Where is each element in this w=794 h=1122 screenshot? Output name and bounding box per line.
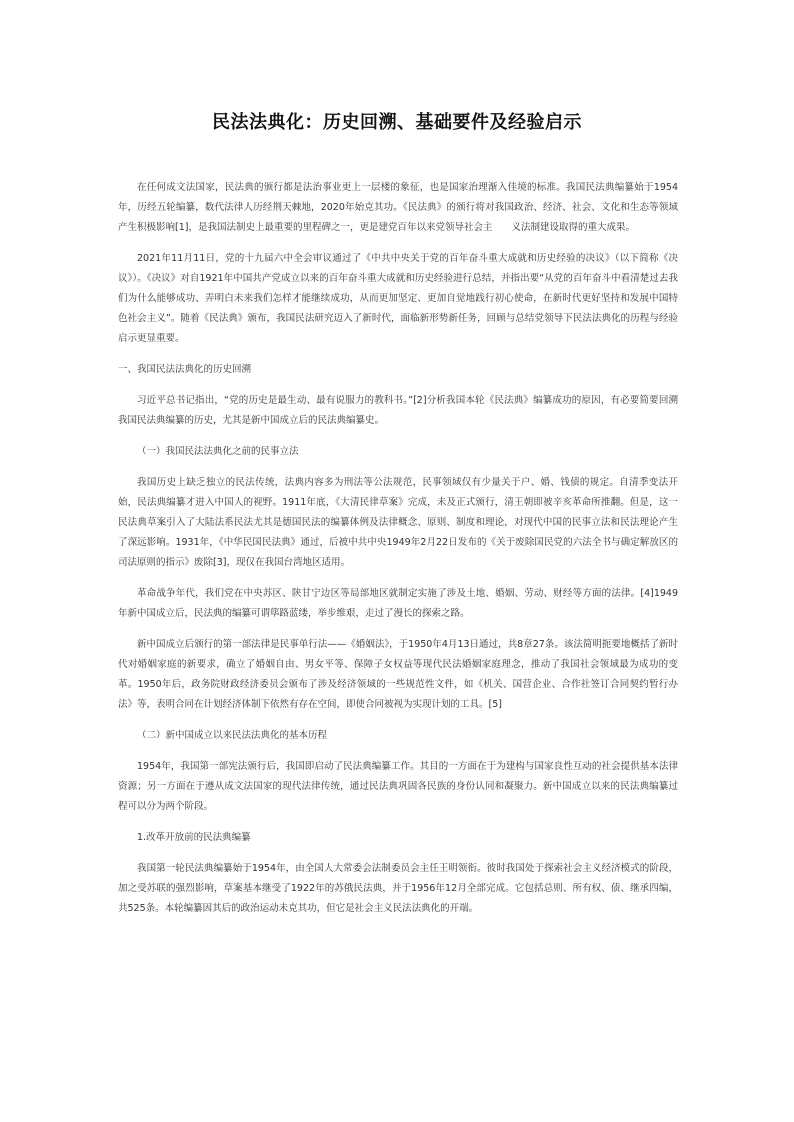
subsection-heading: 1.改革开放前的民法典编纂 xyxy=(137,832,251,843)
paragraph: 新中国成立后颁行的第一部法律是民事单行法——《婚姻法》，于1950年4月13日通过，共8章27条。该法简明扼要地概括了新时代对婚姻家庭的新要求，确立了婚姻自由、男女平等、保障子女权益等现代民法婚姻家庭理念，推动了我国社会领域最为成功的变革。1950年后，政务院财政经济委员会颁布了涉及经济领域的一些规范性文件，如《机关、国营企业、合作社签订合同契约暂行办法》等，表明合同在计划经济体制下依然有存在空间，即使合同被视为实现计划的工具。[5] xyxy=(118,639,678,710)
section-heading: 一、我国民法法典化的历史回溯 xyxy=(118,364,252,375)
page-title: 民法法典化：历史回溯、基础要件及经验启示 xyxy=(212,112,582,133)
paragraph: 1954年，我国第一部宪法颁行后，我国即启动了民法典编纂工作。其目的一方面在于为建构与国家良性互动的社会提供基本法律资源；另一方面在于遵从成文法国家的现代法律传统，通过民法典巩固各民族的身份认同和凝聚力。新中国成立以来的民法典编纂过程可以分为两个阶段。 xyxy=(118,761,678,812)
paragraph: 我国历史上缺乏独立的民法传统，法典内容多为刑法等公法规范，民事领域仅有少量关于户、婚、钱债的规定。自清季变法开始，民法典编纂才进入中国人的视野。1911年底，《大清民律草案》完成，未及正式颁行，清王朝即被辛亥革命所推翻。但是，这一民法典草案引入了大陆法系民法尤其是德国民法的编纂体例及法律概念、原则、制度和理论，对现代中国的民事立法和民法理论产生了深远影响。1931年，《中华民国民法典》通过，后被中共中央1949年2月22日发布的《关于废除国民党的六法全书与确定解放区的司法原则的指示》废除[3]，现仅在我国台湾地区适用。 xyxy=(118,477,678,568)
paragraph: 2021年11月11日，党的十九届六中全会审议通过了《中共中央关于党的百年奋斗重大成就和历史经验的决议》（以下简称《决议》）。《决议》对自1921年中国共产党成立以来的百年奋斗重大成就和历史经验进行总结，并指出要“从党的百年奋斗中看清楚过去我们为什么能够成功、弄明白未来我们怎样才能继续成功，从而更加坚定、更加自觉地践行初心使命，在新时代更好坚持和发展中国特色社会主义”。随着《民法典》颁布，我国民法研究迈入了新时代，面临新形势新任务，回顾与总结党领导下民法法典化的历程与经验启示更显重要。 xyxy=(118,253,678,344)
paragraph: 习近平总书记指出，“党的历史是最生动、最有说服力的教科书。”[2]分析我国本轮《民法典》编纂成功的原因，有必要简要回溯我国民法典编纂的历史，尤其是新中国成立后的民法典编纂史。 xyxy=(118,395,678,426)
paragraph: 我国第一轮民法典编纂始于1954年，由全国人大常委会法制委员会主任王明领衔。彼时我国处于探索社会主义经济模式的阶段，加之受苏联的强烈影响，草案基本继受了1922年的苏俄民法典，并于1956年12月全部完成。它包括总则、所有权、债、继承四编，共525条。本轮编纂因其后的政治运动未克其功，但它是社会主义民法法典化的开端。 xyxy=(118,863,678,914)
subsection-heading: （二）新中国成立以来民法法典化的基本历程 xyxy=(137,730,328,741)
subsection-heading: （一）我国民法法典化之前的民事立法 xyxy=(137,446,299,457)
document-body xyxy=(118,178,678,930)
paragraph: 在任何成文法国家，民法典的颁行都是法治事业更上一层楼的象征，也是国家治理渐入佳境的标准。我国民法典编纂始于1954年，历经五轮编纂，数代法律人历经荆天棘地，2020年始克其功。《民法典》的颁行将对我国政治、经济、社会、文化和生态等领域产生积极影响[1]，是我国法制史上最重要的里程碑之一，更是建党百年以来党领导社会主 义法制建设取得的重大成果。 xyxy=(118,182,678,233)
paragraph: 革命战争年代，我们党在中央苏区、陕甘宁边区等局部地区就制定实施了涉及土地、婚姻、劳动、财经等方面的法律。[4]1949年新中国成立后，民法典的编纂可谓筚路蓝缕，举步维艰，走过了漫长的探索之路。 xyxy=(118,588,678,619)
